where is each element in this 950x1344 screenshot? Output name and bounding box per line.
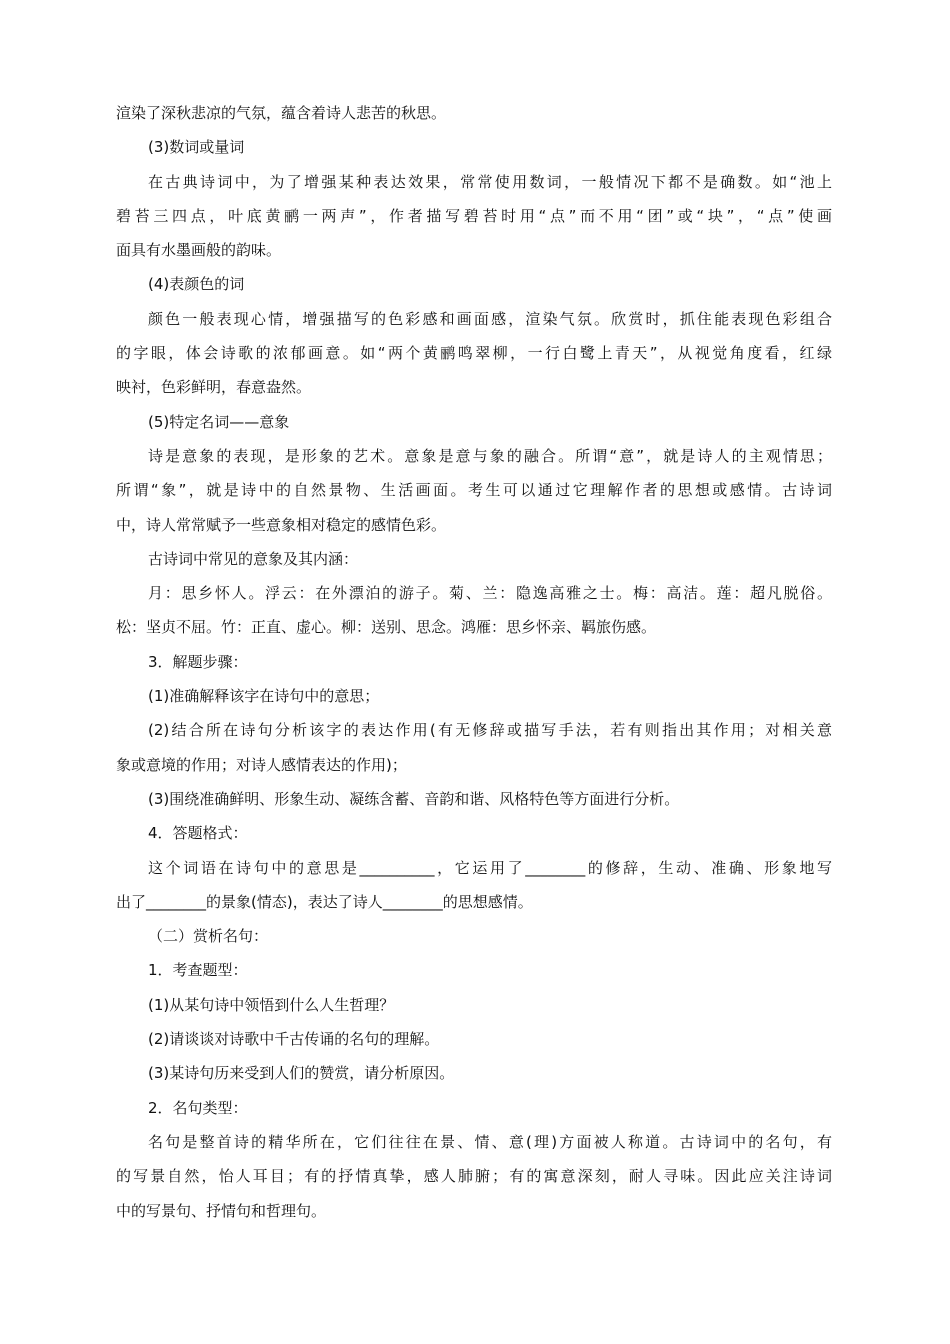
paragraph-line: 古诗词中常见的意象及其内涵： xyxy=(148,549,359,568)
section-heading: 2．名句类型： xyxy=(148,1098,248,1117)
paragraph-line: 渲染了深秋悲凉的气氛，蕴含着诗人悲苦的秋思。 xyxy=(116,104,447,122)
paragraph-line: 名句是整首诗的精华所在，它们往往在景、情、意(理)方面被人称道。古诗词中的名句，有 xyxy=(148,1132,832,1151)
answer-template-line: 出了________的景象(情态)，表达了诗人________的思想感情。 xyxy=(116,892,533,911)
section-heading: （二）赏析名句： xyxy=(148,927,269,946)
paragraph-line: 所谓“象”，就是诗中的自然景物、生活画面。考生可以通过它理解作者的思想或感情。古诗词 xyxy=(116,481,832,500)
paragraph-line: 碧苔三四点，叶底黄鹂一两声”，作者描写碧苔时用“点”而不用“团”或“块”，“点”使画 xyxy=(116,206,832,225)
list-item: (1)从某句诗中领悟到什么人生哲理？ xyxy=(148,995,395,1014)
paragraph-line: 诗是意象的表现，是形象的艺术。意象是意与象的融合。所谓“意”，就是诗人的主观情思； xyxy=(148,446,832,465)
paragraph-line: 的字眼，体会诗歌的浓郁画意。如“两个黄鹂鸣翠柳，一行白鹭上青天”，从视觉角度看，红绿 xyxy=(116,344,832,363)
list-item: (3)围绕准确鲜明、形象生动、凝练含蓄、音韵和谐、风格特色等方面进行分析。 xyxy=(148,789,680,808)
list-item: (3)某诗句历来受到人们的赞赏，请分析原因。 xyxy=(148,1064,455,1083)
answer-template-line: 这个词语在诗句中的意思是__________，它运用了________的修辞，生动、准确、形象地写 xyxy=(148,858,832,877)
list-item-continuation: 象或意境的作用；对诗人感情表达的作用)； xyxy=(116,755,407,774)
list-item: (2)请谈谈对诗歌中千古传诵的名句的理解。 xyxy=(148,1030,440,1049)
section-heading: 4．答题格式： xyxy=(148,824,248,843)
subheading: (5)特定名词——意象 xyxy=(148,412,290,431)
paragraph-line: 松：坚贞不屈。竹：正直、虚心。柳：送别、思念。鸿雁：思乡怀亲、羁旅伤感。 xyxy=(116,618,657,637)
list-item: (2)结合所在诗句分析该字的表达作用(有无修辞或描写手法，若有则指出其作用；对相关意 xyxy=(148,721,832,740)
list-item: (1)准确解释该字在诗句中的意思； xyxy=(148,687,380,706)
paragraph-line: 颜色一般表现心情，增强描写的色彩感和画面感，渲染气氛。欣赏时，抓住能表现色彩组合 xyxy=(148,309,832,328)
paragraph-line: 中，诗人常常赋予一些意象相对稳定的感情色彩。 xyxy=(116,515,447,534)
document-body xyxy=(116,96,832,1228)
paragraph-line: 的写景自然，怡人耳目；有的抒情真挚，感人肺腑；有的寓意深刻，耐人寻味。因此应关注诗词 xyxy=(116,1167,832,1186)
paragraph-line: 面具有水墨画般的韵味。 xyxy=(116,241,282,260)
paragraph-line: 中的写景句、抒情句和哲理句。 xyxy=(116,1201,327,1220)
paragraph-line: 映衬，色彩鲜明，春意盎然。 xyxy=(116,378,312,397)
section-heading: 1．考查题型： xyxy=(148,961,248,980)
section-heading: 3．解题步骤： xyxy=(148,652,248,671)
paragraph-line: 月：思乡怀人。浮云：在外漂泊的游子。菊、兰：隐逸高雅之士。梅：高洁。莲：超凡脱俗。 xyxy=(148,584,832,603)
subheading: (3)数词或量词 xyxy=(148,138,245,157)
paragraph-line: 在古典诗词中，为了增强某种表达效果，常常使用数词，一般情况下都不是确数。如“池上 xyxy=(148,172,832,191)
subheading: (4)表颜色的词 xyxy=(148,275,245,294)
